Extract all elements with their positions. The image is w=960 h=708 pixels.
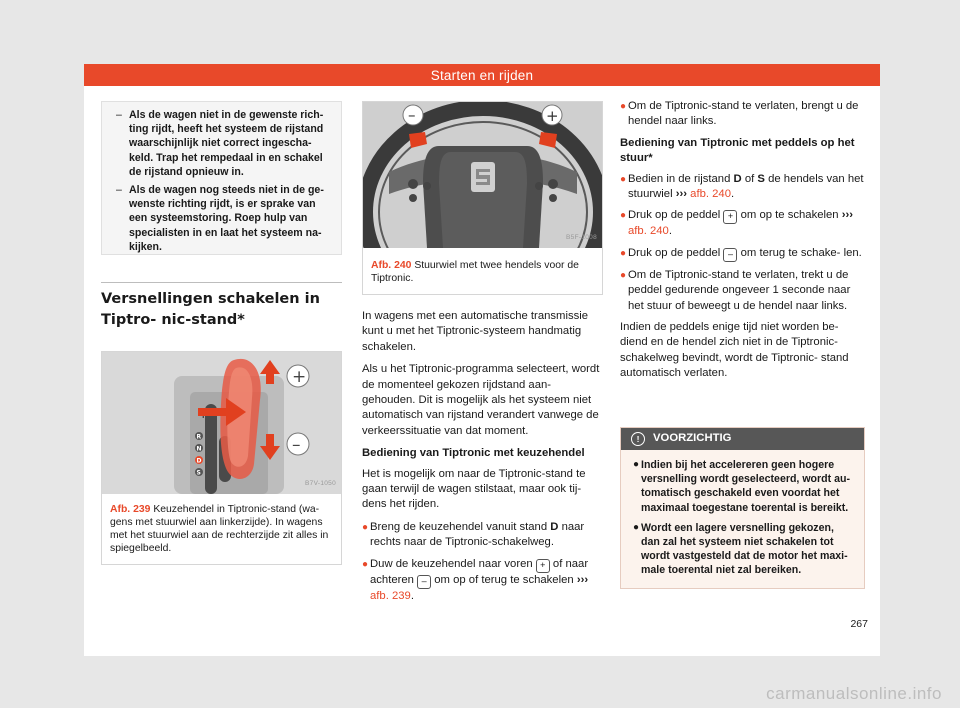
figure-caption-text: Keuzehendel in Tiptronic-stand (wa- gens met stuurwiel aan linkerzijde). In wagens met het stuurwiel aan de rechterzijde zit alles in spiegelbeeld. — [110, 504, 329, 554]
figure-link[interactable]: afb. 240 — [690, 188, 731, 201]
paragraph: Het is mogelijk om naar de Tiptronic-stand te gaan terwijl de wagen stilstaat, maar ook tij- dens het rijden. — [362, 467, 586, 511]
figure-239 — [101, 351, 342, 565]
figure-240 — [362, 101, 603, 295]
subheading: Bediening van Tiptronic met peddels op het stuur* — [620, 136, 855, 165]
paragraph: Indien de peddels enige tijd niet worden be- diend en de hendel zich niet in de Tiptronic- schakelweg bevindt, wordt de Tiptronic- stand automatisch verlaten. — [620, 321, 849, 380]
info-box — [101, 101, 342, 255]
plus-symbol: + — [536, 559, 550, 573]
figure-caption — [371, 259, 597, 285]
figure-caption — [110, 503, 336, 555]
info-item: – Als de wagen nog steeds niet in de ge- wenste richting rijdt, is er sprake van een systeemstoring. Roep hulp van specialisten in en laat het systeem na- kijken. — [116, 184, 324, 253]
minus-symbol: – — [723, 248, 737, 262]
section-title: Starten en rijden — [430, 67, 534, 83]
warning-item: ● Indien bij het accelereren geen hogere versnelling wordt geselecteerd, wordt au- tomatisch geschakeld even voordat het maximaal toegestane toerental is bereikt. — [633, 459, 850, 514]
alert-icon: ! — [631, 432, 645, 446]
minus-label: – — [292, 435, 301, 455]
body-text-right — [620, 99, 865, 389]
gear-d-label: D — [196, 457, 202, 465]
warning-item: ● Wordt een lagere versnelling gekozen, dan zal het systeem niet schakelen tot wordt vastgesteld dat de motor het maxi- male toerental niet zal bereiken. — [633, 521, 848, 577]
steering-wheel-svg — [363, 102, 602, 248]
warning-title: VOORZICHTIG — [653, 432, 732, 445]
figure-number: Afb. 240 — [371, 260, 412, 271]
warning-header — [621, 428, 864, 450]
figure-code: B5F-1008 — [566, 233, 597, 241]
gear-r-label: R — [196, 433, 202, 441]
page-number: 267 — [850, 618, 868, 630]
list-item: ● Bedien in de rijstand D of S de hendels van het stuurwiel ››› afb. 240. — [620, 172, 864, 201]
list-item: ● Om de Tiptronic-stand te verlaten, brengt u de hendel naar links. — [620, 100, 859, 128]
list-item: ● Om de Tiptronic-stand te verlaten, trekt u de peddel gedurende ongeveer 1 seconde naar het stuur of beweegt u de hendel naar links. — [620, 268, 851, 312]
warning-box — [620, 427, 865, 589]
warning-body — [621, 450, 864, 588]
manual-page — [84, 64, 880, 656]
minus-symbol: – — [417, 575, 431, 589]
list-item: ● Druk op de peddel – om terug te schake- len. — [620, 246, 865, 262]
list-item: ● Duw de keuzehendel naar voren + of naar achteren – om op of terug te schakelen ››› afb. 239. — [362, 557, 589, 602]
section-heading: Versnellingen schakelen in Tiptro- nic-stand* — [101, 282, 342, 331]
paragraph: In wagens met een automatische transmissie kunt u met het Tiptronic-systeem handmatig schakelen. — [362, 310, 589, 353]
figure-number: Afb. 239 — [110, 504, 151, 515]
body-text-middle — [362, 309, 603, 610]
figure-code: B7V-1050 — [305, 479, 336, 487]
plus-label: + — [292, 367, 307, 387]
subheading: Bediening van Tiptronic met keuzehendel — [362, 447, 585, 460]
figure-link[interactable]: afb. 240 — [628, 225, 669, 238]
list-item: ● Druk op de peddel + om op te schakelen ››› afb. 240. — [620, 209, 854, 238]
section-header — [84, 64, 880, 86]
info-item: – Als de wagen niet in de gewenste rich- ting rijdt, heeft het systeem de rijstand waarschijnlijk niet correct ingescha- keld. Trap het rempedaal in en schakel de rijstand opnieuw in. — [116, 109, 324, 178]
list-item: ● Breng de keuzehendel vanuit stand D naar rechts naar de Tiptronic-schakelweg. — [362, 520, 585, 549]
gear-n-label: N — [196, 445, 202, 453]
watermark: carmanualsonline.info — [766, 684, 942, 703]
gear-selector-svg — [102, 352, 341, 494]
figure-caption-text: Stuurwiel met twee hendels voor de Tiptronic. — [371, 260, 579, 284]
plus-symbol: + — [723, 210, 737, 224]
paragraph: Als u het Tiptronic-programma selecteert, wordt de momenteel gekozen rijdstand aan- gehouden. Dit is mogelijk als het systeem niet automatisch van rijstand verandert vanwege de verkeerssituatie van dat moment. — [362, 363, 600, 437]
gear-selector-illustration — [102, 352, 341, 494]
paddle-minus-label: – — [408, 106, 416, 124]
paddle-plus-label: + — [546, 107, 559, 125]
figure-link[interactable]: afb. 239 — [370, 589, 411, 602]
gear-s-label: S — [196, 469, 201, 477]
steering-wheel-illustration — [363, 102, 602, 248]
